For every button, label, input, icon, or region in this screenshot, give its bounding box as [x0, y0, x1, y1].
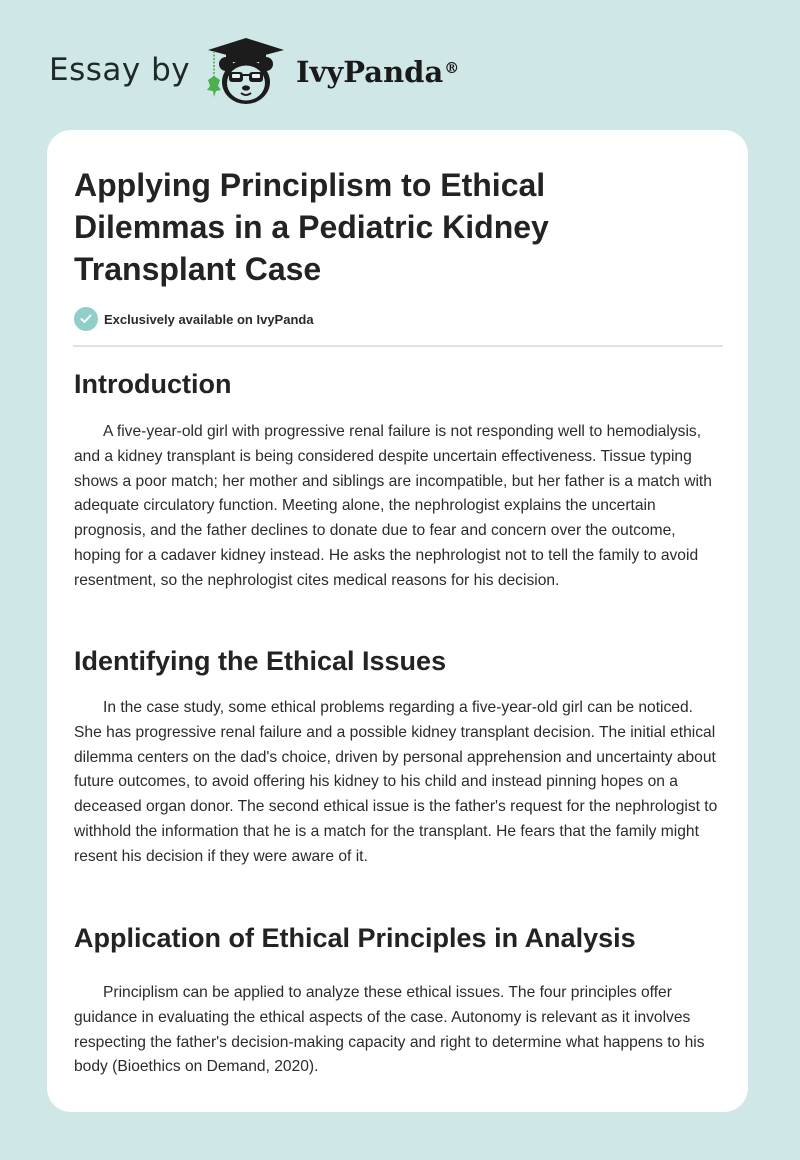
- site-header: [0, 0, 800, 120]
- panda-graduation-cap-logo-icon[interactable]: [200, 36, 292, 108]
- section-heading-identifying-issues: Identifying the Ethical Issues: [74, 646, 447, 676]
- brand-text: IvyPanda: [296, 55, 444, 89]
- check-circle-icon: [74, 307, 98, 331]
- section-heading-introduction: Introduction: [74, 369, 232, 399]
- essay-by-label: Essay by: [49, 52, 191, 88]
- registered-mark: ®: [444, 59, 460, 77]
- exclusive-badge: [74, 307, 314, 331]
- section-paragraph-application: Principlism can be applied to analyze these ethical issues. The four principles offer guidance in evaluating the ethical aspects of the case. Autonomy is relevant as it involves respecting the father's decision-making capacity and right to determine what happens to his body (Bioethics on Demand, 2020).: [74, 984, 705, 1076]
- section-paragraph-identifying-issues: In the case study, some ethical problems regarding a five-year-old girl can be noticed. She has progressive renal failure and a possible kidney transplant decision. The initial ethical dilemma centers on the dad's choice, driven by personal apprehension and uncertainty about future outcomes, to avoid offering his kidney to his child and instead pinning hopes on a deceased organ donor. The second ethical issue is the father's request for the nephrologist to withhold the information that he is a match for the transplant. He fears that the family might resent his decision if they were aware of it.: [74, 699, 718, 865]
- essay-card: [47, 130, 748, 1112]
- section-heading-application: Application of Ethical Principles in Analysis: [74, 923, 636, 953]
- essay-title: Applying Principlism to Ethical Dilemmas in a Pediatric Kidney Transplant Case: [74, 167, 549, 287]
- exclusive-label: Exclusively available on IvyPanda: [104, 311, 314, 327]
- brand-name[interactable]: [296, 52, 459, 92]
- title-divider: [73, 345, 723, 347]
- section-paragraph-introduction: A five-year-old girl with progressive renal failure is not responding well to hemodialysis, and a kidney transplant is being considered despite uncertain effectiveness. Tissue typing shows a poor match; her mother and siblings are incompatible, but her father is a match with adequate circulatory function. Meeting alone, the nephrologist explains the uncertain prognosis, and the father declines to donate due to fear and concern over the outcome, hoping for a cadaver kidney instead. He asks the nephrologist not to tell the family to avoid resentment, so the nephrologist cites medical reasons for his decision.: [74, 423, 712, 589]
